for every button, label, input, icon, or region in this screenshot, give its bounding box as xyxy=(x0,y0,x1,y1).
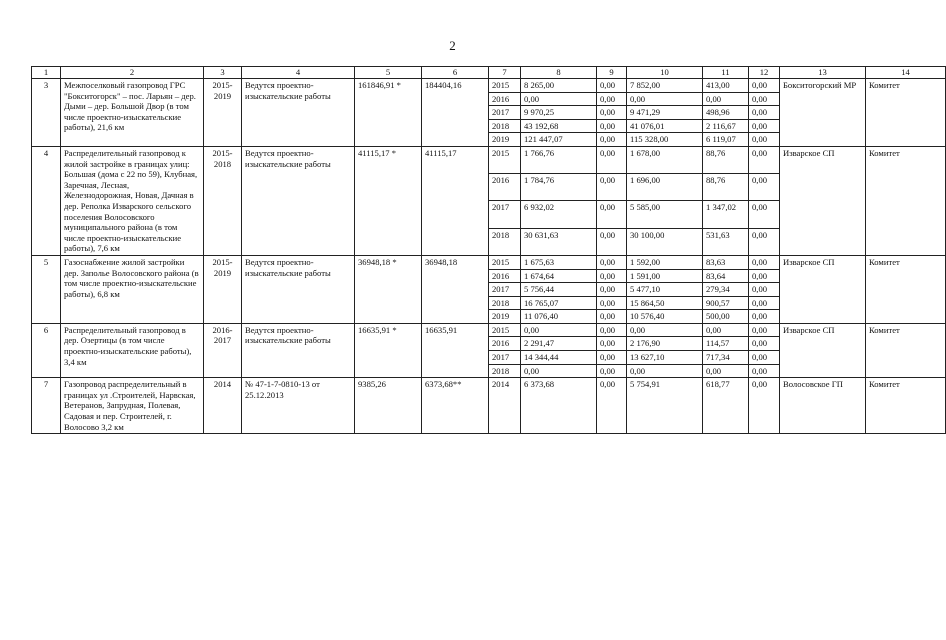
year: 2017 xyxy=(489,201,521,228)
amount-federal: 0,00 xyxy=(597,323,627,337)
amount-total: 43 192,68 xyxy=(521,119,597,133)
amount-total: 6 373,68 xyxy=(521,378,597,434)
amount-federal: 0,00 xyxy=(597,133,627,147)
amount-regional: 9 471,29 xyxy=(627,106,703,120)
amount-total: 14 344,44 xyxy=(521,351,597,365)
amount-local: 900,57 xyxy=(703,296,749,310)
amount-local: 88,76 xyxy=(703,146,749,173)
amount-regional: 15 864,50 xyxy=(627,296,703,310)
amount-other: 0,00 xyxy=(749,106,780,120)
column-header: 8 xyxy=(521,67,597,79)
amount-federal: 0,00 xyxy=(597,146,627,173)
amount-other: 0,00 xyxy=(749,364,780,378)
amount-total: 1 784,76 xyxy=(521,174,597,201)
cost-remaining: 184404,16 xyxy=(422,79,489,147)
cost-remaining: 6373,68** xyxy=(422,378,489,434)
amount-total: 1 674,64 xyxy=(521,269,597,283)
amount-local: 6 119,07 xyxy=(703,133,749,147)
status: Ведутся проектно-изыскательские работы xyxy=(242,255,355,323)
amount-federal: 0,00 xyxy=(597,228,627,255)
table-row xyxy=(32,255,946,269)
amount-other: 0,00 xyxy=(749,79,780,93)
amount-local: 413,00 xyxy=(703,79,749,93)
cost-total: 36948,18 * xyxy=(355,255,422,323)
amount-total: 0,00 xyxy=(521,92,597,106)
amount-federal: 0,00 xyxy=(597,255,627,269)
year: 2014 xyxy=(489,378,521,434)
amount-total: 11 076,40 xyxy=(521,310,597,324)
amount-federal: 0,00 xyxy=(597,79,627,93)
amount-total: 8 265,00 xyxy=(521,79,597,93)
amount-other: 0,00 xyxy=(749,269,780,283)
column-header: 5 xyxy=(355,67,422,79)
status: № 47-1-7-0810-13 от 25.12.2013 xyxy=(242,378,355,434)
cost-remaining: 36948,18 xyxy=(422,255,489,323)
object-name: Газоснабжение жилой застройки дер. Заполье Волосовского района (в том числе проектно-изыскательские работы), 6,8 км xyxy=(61,255,204,323)
municipality: Изварское СП xyxy=(780,323,866,377)
amount-total: 2 291,47 xyxy=(521,337,597,351)
table-row xyxy=(32,378,946,434)
cost-total: 9385,26 xyxy=(355,378,422,434)
cost-remaining: 16635,91 xyxy=(422,323,489,377)
column-header: 1 xyxy=(32,67,61,79)
amount-other: 0,00 xyxy=(749,378,780,434)
row-number: 5 xyxy=(32,255,61,323)
year: 2019 xyxy=(489,310,521,324)
row-number: 7 xyxy=(32,378,61,434)
amount-regional: 1 592,00 xyxy=(627,255,703,269)
amount-total: 1 675,63 xyxy=(521,255,597,269)
amount-federal: 0,00 xyxy=(597,310,627,324)
amount-total: 30 631,63 xyxy=(521,228,597,255)
amount-other: 0,00 xyxy=(749,351,780,365)
amount-total: 0,00 xyxy=(521,323,597,337)
year: 2016 xyxy=(489,269,521,283)
amount-local: 88,76 xyxy=(703,174,749,201)
period: 2015-2018 xyxy=(204,146,242,255)
row-number: 4 xyxy=(32,146,61,255)
column-header: 12 xyxy=(749,67,780,79)
amount-local: 114,57 xyxy=(703,337,749,351)
amount-local: 0,00 xyxy=(703,323,749,337)
amount-regional: 0,00 xyxy=(627,323,703,337)
cost-total: 161846,91 * xyxy=(355,79,422,147)
amount-regional: 7 852,00 xyxy=(627,79,703,93)
municipality: Изварское СП xyxy=(780,146,866,255)
amount-regional: 1 591,00 xyxy=(627,269,703,283)
year: 2017 xyxy=(489,283,521,297)
amount-local: 618,77 xyxy=(703,378,749,434)
amount-federal: 0,00 xyxy=(597,106,627,120)
amount-regional: 115 328,00 xyxy=(627,133,703,147)
object-name: Распределительный газопровод в дер. Озертицы (в том числе проектно-изыскательские работы), 3,4 км xyxy=(61,323,204,377)
year: 2018 xyxy=(489,296,521,310)
period: 2015-2019 xyxy=(204,79,242,147)
amount-local: 498,96 xyxy=(703,106,749,120)
amount-federal: 0,00 xyxy=(597,337,627,351)
column-header: 2 xyxy=(61,67,204,79)
object-name: Распределительный газопровод к жилой застройке в границах улиц: Большая (дома с 22 по 59), Клубная, Заречная, Лесная, Железнодорожная, Новая, Дачная в дер. Реполка Изварского сельского поселения Волосовского муниципального района (в том числе проектно-изыскательские работы), 7,6 км xyxy=(61,146,204,255)
municipality: Изварское СП xyxy=(780,255,866,323)
municipality: Волосовское ГП xyxy=(780,378,866,434)
cost-remaining: 41115,17 xyxy=(422,146,489,255)
responsible: Комитет xyxy=(866,378,946,434)
amount-local: 0,00 xyxy=(703,364,749,378)
year: 2018 xyxy=(489,364,521,378)
year: 2018 xyxy=(489,228,521,255)
year: 2016 xyxy=(489,337,521,351)
status: Ведутся проектно-изыскательские работы xyxy=(242,146,355,255)
status: Ведутся проектно-изыскательские работы xyxy=(242,323,355,377)
column-header: 11 xyxy=(703,67,749,79)
column-header: 9 xyxy=(597,67,627,79)
year: 2015 xyxy=(489,323,521,337)
year: 2015 xyxy=(489,255,521,269)
amount-other: 0,00 xyxy=(749,92,780,106)
amount-total: 6 932,02 xyxy=(521,201,597,228)
object-name: Межпоселковый газопровод ГРС "Бокситогорск" – пос. Ларьян – дер. Дыми – дер. Большой Двор (в том числе проектно-изыскательские работы), 21,6 км xyxy=(61,79,204,147)
amount-regional: 0,00 xyxy=(627,364,703,378)
amount-local: 2 116,67 xyxy=(703,119,749,133)
period: 2014 xyxy=(204,378,242,434)
amount-other: 0,00 xyxy=(749,119,780,133)
amount-regional: 2 176,90 xyxy=(627,337,703,351)
amount-federal: 0,00 xyxy=(597,174,627,201)
amount-local: 83,64 xyxy=(703,269,749,283)
amount-other: 0,00 xyxy=(749,174,780,201)
column-header: 4 xyxy=(242,67,355,79)
amount-total: 0,00 xyxy=(521,364,597,378)
amount-local: 717,34 xyxy=(703,351,749,365)
amount-total: 1 766,76 xyxy=(521,146,597,173)
amount-total: 121 447,07 xyxy=(521,133,597,147)
amount-federal: 0,00 xyxy=(597,351,627,365)
amount-federal: 0,00 xyxy=(597,283,627,297)
responsible: Комитет xyxy=(866,146,946,255)
year: 2018 xyxy=(489,119,521,133)
amount-other: 0,00 xyxy=(749,323,780,337)
column-header: 3 xyxy=(204,67,242,79)
amount-total: 16 765,07 xyxy=(521,296,597,310)
table-row xyxy=(32,146,946,173)
amount-local: 0,00 xyxy=(703,92,749,106)
amount-local: 279,34 xyxy=(703,283,749,297)
amount-federal: 0,00 xyxy=(597,269,627,283)
amount-federal: 0,00 xyxy=(597,119,627,133)
responsible: Комитет xyxy=(866,323,946,377)
amount-local: 1 347,02 xyxy=(703,201,749,228)
amount-federal: 0,00 xyxy=(597,92,627,106)
amount-regional: 0,00 xyxy=(627,92,703,106)
amount-other: 0,00 xyxy=(749,146,780,173)
amount-regional: 1 696,00 xyxy=(627,174,703,201)
amount-regional: 13 627,10 xyxy=(627,351,703,365)
table-row xyxy=(32,79,946,93)
year: 2019 xyxy=(489,133,521,147)
year: 2017 xyxy=(489,351,521,365)
amount-other: 0,00 xyxy=(749,296,780,310)
amount-regional: 5 585,00 xyxy=(627,201,703,228)
cost-total: 41115,17 * xyxy=(355,146,422,255)
amount-federal: 0,00 xyxy=(597,296,627,310)
program-table xyxy=(31,66,946,434)
page-number: 2 xyxy=(449,38,456,53)
column-header: 14 xyxy=(866,67,946,79)
amount-other: 0,00 xyxy=(749,283,780,297)
row-number: 3 xyxy=(32,79,61,147)
amount-total: 9 970,25 xyxy=(521,106,597,120)
amount-local: 531,63 xyxy=(703,228,749,255)
period: 2016-2017 xyxy=(204,323,242,377)
amount-local: 83,63 xyxy=(703,255,749,269)
table-header-row xyxy=(32,67,946,79)
table-body xyxy=(32,67,946,434)
amount-other: 0,00 xyxy=(749,228,780,255)
column-header: 6 xyxy=(422,67,489,79)
column-header: 13 xyxy=(780,67,866,79)
amount-regional: 41 076,01 xyxy=(627,119,703,133)
year: 2015 xyxy=(489,146,521,173)
status: Ведутся проектно-изыскательские работы xyxy=(242,79,355,147)
amount-other: 0,00 xyxy=(749,255,780,269)
amount-federal: 0,00 xyxy=(597,364,627,378)
cost-total: 16635,91 * xyxy=(355,323,422,377)
municipality: Бокситогорский МР xyxy=(780,79,866,147)
year: 2016 xyxy=(489,174,521,201)
amount-total: 5 756,44 xyxy=(521,283,597,297)
amount-other: 0,00 xyxy=(749,133,780,147)
amount-federal: 0,00 xyxy=(597,378,627,434)
amount-regional: 5 477,10 xyxy=(627,283,703,297)
responsible: Комитет xyxy=(866,79,946,147)
amount-regional: 30 100,00 xyxy=(627,228,703,255)
column-header: 10 xyxy=(627,67,703,79)
year: 2017 xyxy=(489,106,521,120)
column-header: 7 xyxy=(489,67,521,79)
period: 2015-2019 xyxy=(204,255,242,323)
amount-other: 0,00 xyxy=(749,201,780,228)
row-number: 6 xyxy=(32,323,61,377)
year: 2016 xyxy=(489,92,521,106)
amount-regional: 5 754,91 xyxy=(627,378,703,434)
table-row xyxy=(32,323,946,337)
amount-regional: 1 678,00 xyxy=(627,146,703,173)
amount-other: 0,00 xyxy=(749,310,780,324)
amount-regional: 10 576,40 xyxy=(627,310,703,324)
amount-local: 500,00 xyxy=(703,310,749,324)
responsible: Комитет xyxy=(866,255,946,323)
amount-other: 0,00 xyxy=(749,337,780,351)
amount-federal: 0,00 xyxy=(597,201,627,228)
object-name: Газопровод распределительный в границах ул .Строителей, Нарвская, Ветеранов, Запрудная, Полевая, Садовая и пер. Строителей, г. Волосово 3,2 км xyxy=(61,378,204,434)
year: 2015 xyxy=(489,79,521,93)
